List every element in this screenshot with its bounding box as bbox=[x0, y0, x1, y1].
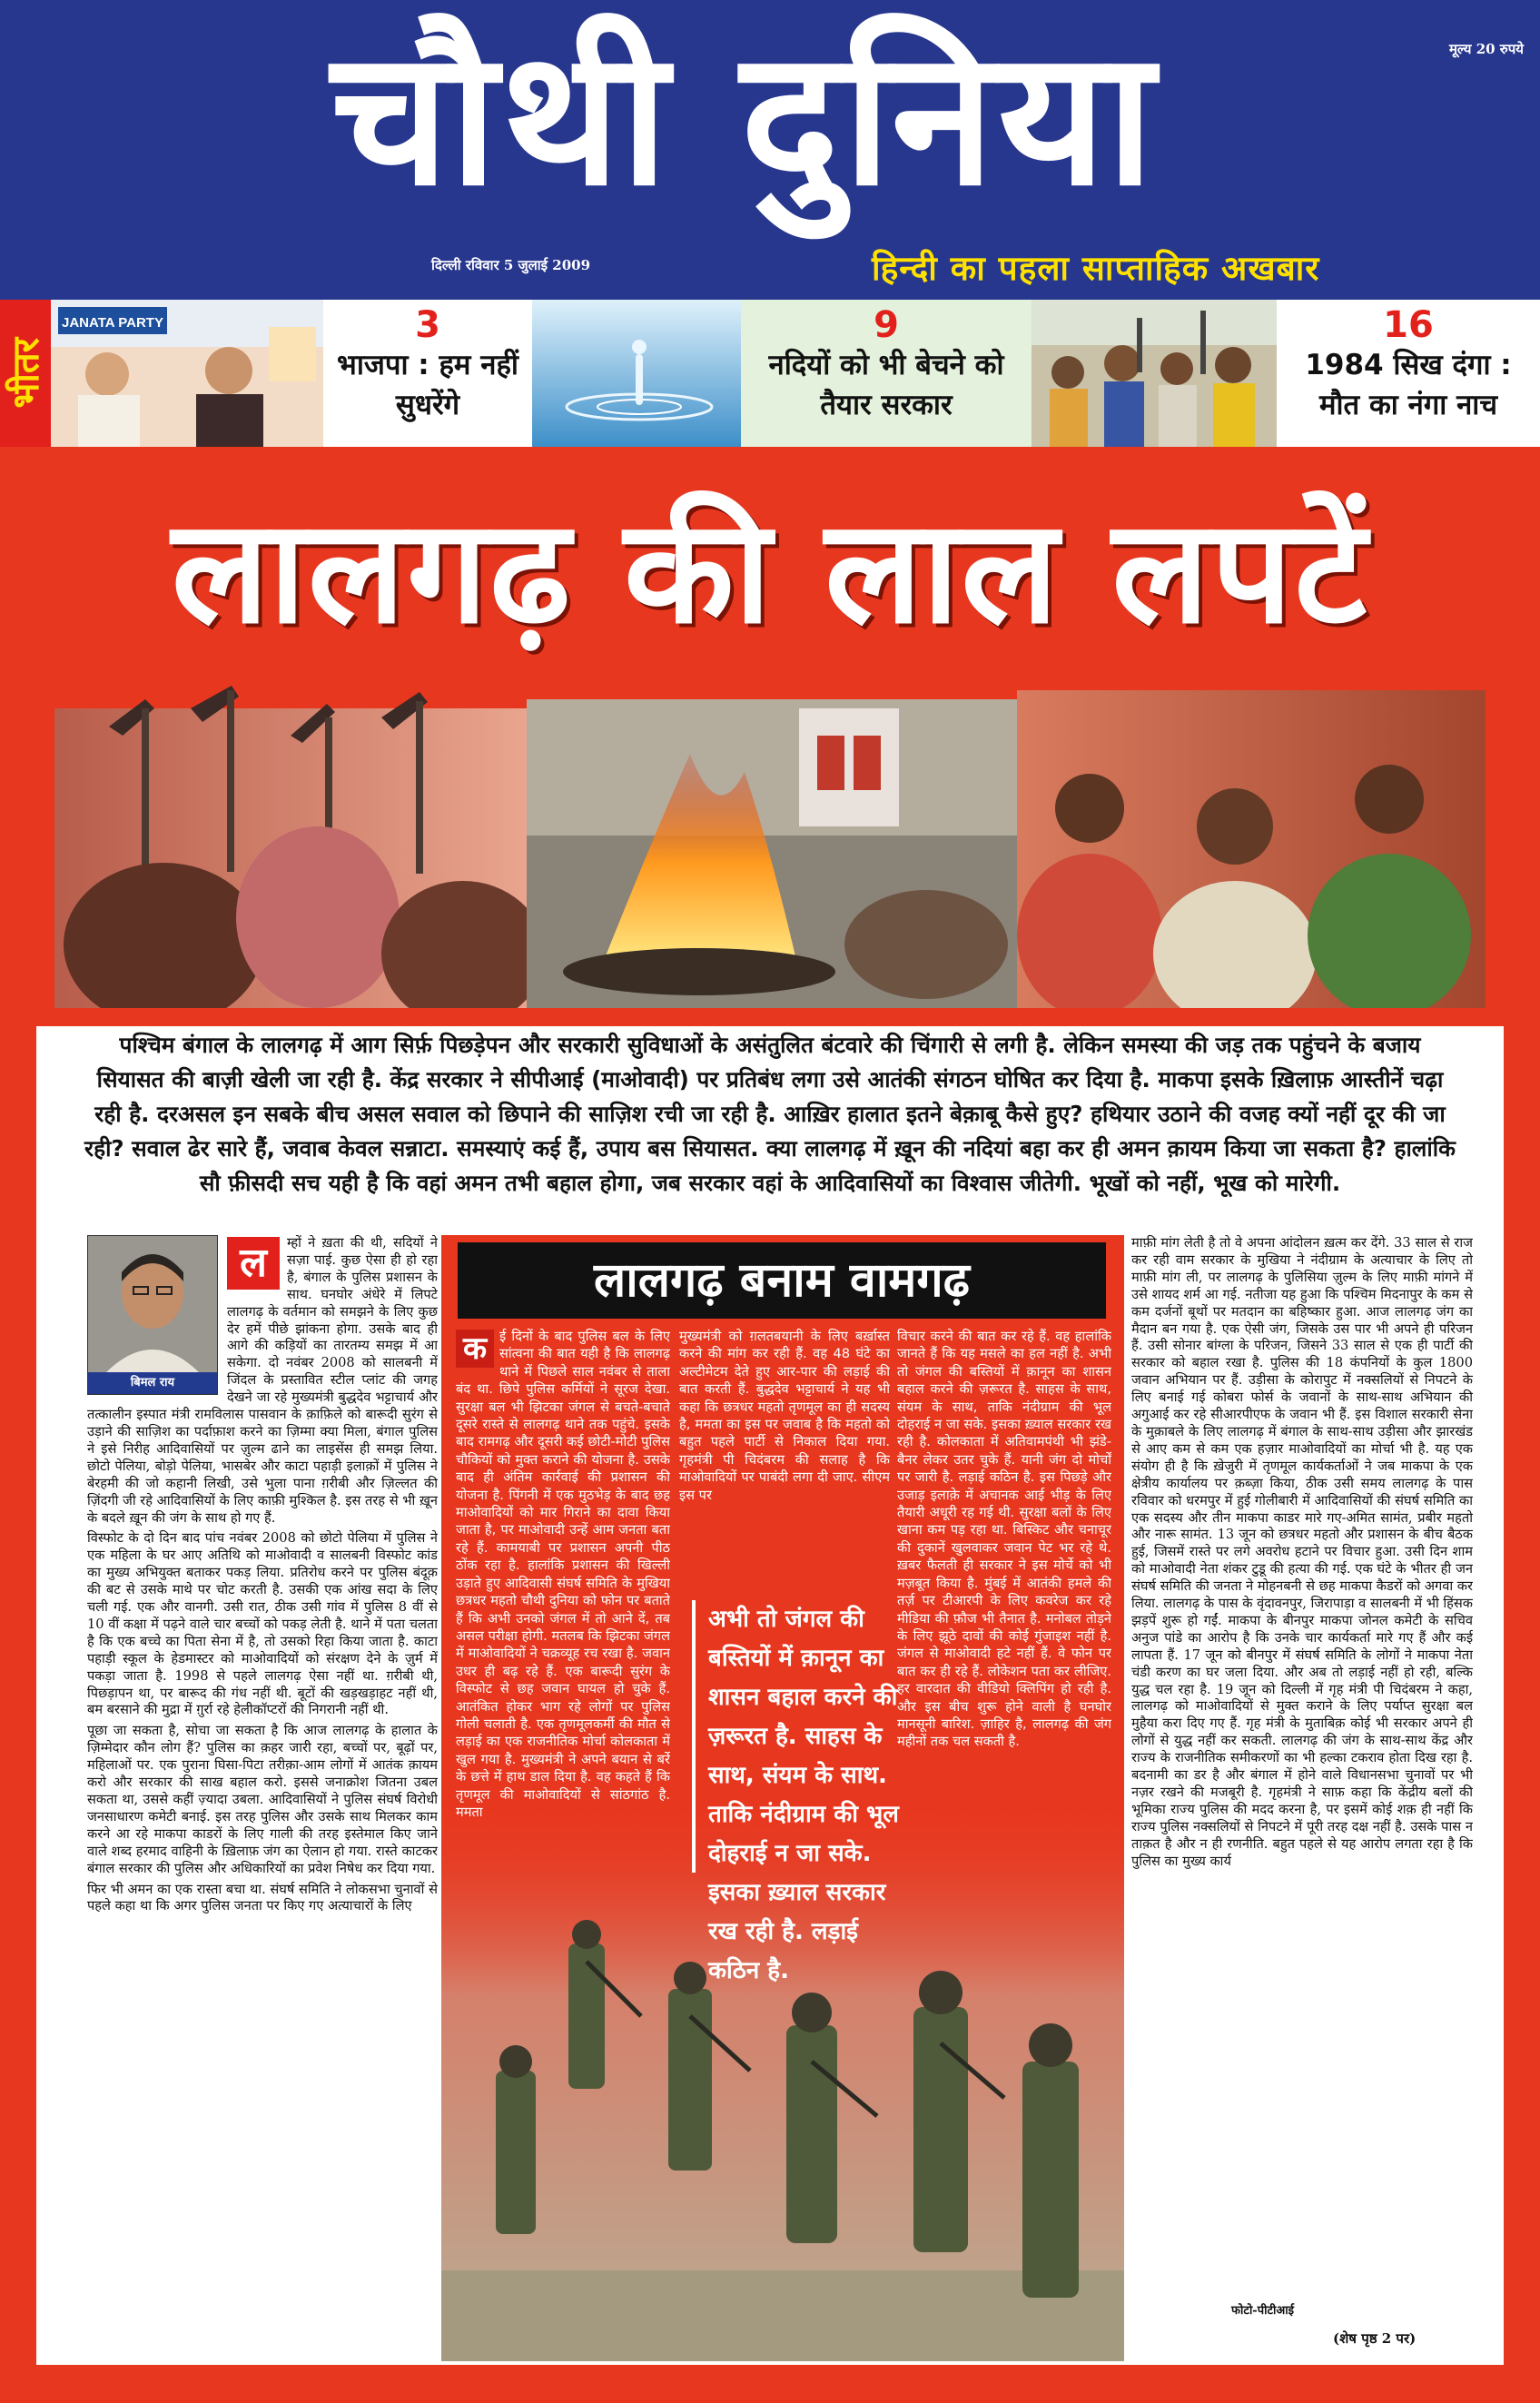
author-box bbox=[87, 1235, 218, 1395]
tagline: हिन्दी का पहला साप्ताहिक अखबार bbox=[872, 249, 1320, 288]
water-drop-photo bbox=[532, 300, 741, 447]
sidebar-column-1 bbox=[456, 1328, 670, 2100]
bjp-leaders-photo bbox=[51, 300, 323, 447]
issue-date: दिल्ली रविवार 5 जुलाई 2009 bbox=[431, 257, 591, 273]
left-article-column bbox=[87, 1235, 438, 2334]
teaser-page-number: 9 bbox=[874, 304, 899, 346]
sidebar-column-3 bbox=[897, 1328, 1111, 1909]
main-headline[interactable]: लालगढ़ की लाल लपटें bbox=[171, 489, 1369, 656]
teaser-text-box bbox=[741, 300, 1032, 447]
article-paragraph: पूछा जा सकता है, सोचा जा सकता है कि आज लालगढ़ के हालात के ज़िम्मेदार कौन लोग हैं? पुलिस का क़हर जारी रहा, बच्चों पर, बूढ़ों पर, महिलाओं पर. एक पुराना घिसा-पिटा तरीक़ा-आम लोगों में आतंक क़ायम करो और सरकार की साख बहाल करो. इससे जनाक्रोश जितना उबल सकता था, उससे कहीं ज़्यादा उबला. आदिवासियों ने पुलिस संघर्ष विरोधी जनसाधारण कमेटी बनाई. इस तरह पुलिस और उसके साथ मिलकर काम करने आ रहे माकपा काडरों के लिए गाली की तरह इस्तेमाल किए जाने वाले शब्द हरमाद वाहिनी के ख़िलाफ़ जंग का ऐलान हो गया. रास्ते काटकर बंगाल सरकार की पुलिस और अधिकारियों का प्रवेश निषेध कर दिया गया. bbox=[87, 1723, 438, 1876]
teaser-text-box bbox=[1277, 300, 1540, 447]
teaser-page-16[interactable] bbox=[1032, 300, 1540, 447]
banner-text: JANATA PARTY bbox=[62, 315, 163, 331]
sidebar-column-2 bbox=[679, 1328, 890, 1600]
article-paragraph: माफ़ी मांग लेती है तो वे अपना आंदोलन ख़त्म कर देंगे. 33 साल से राज कर रही वाम सरकार के मुखिया ने नंदीग्राम के अत्याचार के लिए तो माफ़ी मांग ली, पर लालगढ़ के पुलिसिया ज़ुल्म के लिए माफ़ी मांगने में उसे शायद शर्म आ गई. नतीजा यह हुआ कि पश्चिम मिदनापुर के कम से कम दर्जनों बूथों पर मतदान का बहिष्कार हुआ. आज लालगढ़ जंग का मैदान बन गया है. एक ऐसी जंग, जिसके उस पार भी अपने ही परिजन हैं. उसी सोनार बांग्ला के परिजन, जिसने 33 साल से एक ही पार्टी की सरकार को बहाल रखा है. पुलिस की 18 कंपनियों के कुल 1800 जवान अभियान पर हैं. उड़ीसा के कोरापुट में नक्सलियों से निपटने के लिए बनाई गई कोबरा फोर्स के जवानों के साथ-साथ अभियान की अगुआई कर रहे सीआरपीएफ के जवान भी हैं. इस विशाल सरकारी सेना के मुक़ाबले के लिए लालगढ़ में बंगाल के साथ-साथ उड़ीसा और झारखंड से आए कम से कम एक हज़ार माओवादियों का मोर्चा भी है. यह एक संयोग ही है कि ख़ेजुरी में तृणमूल कार्यकर्ताओं ने जब माकपा के एक क्षेत्रीय कार्यालय पर क़ब्ज़ा किया, ठीक उसी समय लालगढ़ के पास रविवार को धरमपुर में हुई गोलीबारी में आदिवासियों की संघर्ष समिति का एक सदस्य और तीन माकपा काडर मारे गए-अमित सामंत, प्रबीर महतो और नारू सामंत. 13 जून को छत्रधर महतो और प्रशासन के बीच बैठक हुई, जिसमें रास्ते पर लगे अवरोध हटाने पर विचार हुआ. उसी दिन शाम को माओवादी नेता शंकर टुडू की हत्या की गई. एक घंटे के भीतर ही जन संघर्ष समिति की जनता ने मोहनबनी से छह माकपा कैडरों को अगवा कर लिया. लालगढ़ के पास के वृंदावनपुर, जिरापाड़ा व सालबनी में भी हिंसक झड़पें शुरू हो गईं. माकपा के बीनपुर माकपा जोनल कमेटी के सचिव अनुज पांडे का आरोप है कि उनके चार कार्यकर्ता मारे गए हैं और कई लापता हैं. 17 जून को बीनपुर में संघर्ष समिति के लोगों ने माकपा नेता चंडी करण का घर जला दिया. और अब तो लड़ाई नहीं हो रही, बल्कि युद्ध चल रहा है. 19 जून को दिल्ली में गृह मंत्री पी चिदंबरम ने कहा, लालगढ़ को माओवादियों से मुक्त कराने के लिए पर्याप्त सुरक्षा बल मुहैया करा दिए गए हैं. गृह मंत्री के मुताबिक़ कोई भी सरकार अपने ही लोगों से युद्ध नहीं कर सकती. लालगढ़ की जंग के साथ-साथ केंद्र और राज्य के राजनीतिक समीकरणों का भी हल्का टकराव होता दिख रहा है. बदनामी का डर है और बंगाल में होने वाले विधानसभा चुनावों पर भी नज़र रखने की मजबूरी है. गृहमंत्री ने साफ़ कहा कि केंद्रीय बलों की भूमिका राज्य पुलिस की मदद करना है, पर इसमें कोई शक़ ही नहीं कि राज्य पुलिस नक्सलियों से निपटने में पूरी तरह दक्ष नहीं है. उसके पास न ताक़त है और न ही रणनीति. बहुत पहले से यह आरोप लगता रहा है कि पुलिस का मुख्य कार्य bbox=[1131, 1235, 1473, 1869]
masthead bbox=[0, 0, 1540, 300]
teaser-page-number: 3 bbox=[415, 304, 440, 346]
story-intro-deck: पश्चिम बंगाल के लालगढ़ में आग सिर्फ़ पिछड़ेपन और सरकारी सुविधाओं के असंतुलित बंटवारे की चिंगारी से लगी है. लेकिन समस्या की जड़ तक पहुंचने के बजाय सियासत की बाज़ी खेली जा रही है. केंद्र सरकार ने सीपीआई (माओवादी) पर प्रतिबंध लगा उसे आतंकी संगठन घोषित कर दिया है. माकपा इसके ख़िलाफ़ आस्तीनें चढ़ा रही है. दरअसल इन सबके बीच असल सवाल को छिपाने की साज़िश रची जा रही है. आख़िर हालात इतने बेक़ाबू कैसे हुए? हथियार उठाने की वजह क्यों नहीं दूर की जा रही? सवाल ढेर सारे हैं, जवाब केवल सन्नाटा. समस्याएं कई हैं, उपाय बस सियासत. क्या लालगढ़ में ख़ून की नदियां बहा कर ही अमन क़ायम किया जा सकता है? हालांकि सौ फ़ीसदी सच यही है कि वहां अमन तभी बहाल होगा, जब सरकार वहां के आदिवासियों का विश्वास जीतेगी. भूखों को नहीं, भूख को मारेगी. bbox=[84, 1032, 1456, 1196]
photo-credit: फोटो-पीटीआई bbox=[1231, 2304, 1295, 2318]
sidebar-text: मुख्यमंत्री को ग़लतबयानी के लिए बर्ख़ास्त करने की मांग कर रही हैं. वह 48 घंटे का अल्टीमेटम देते हुए आर-पार की लड़ाई की बात करती हैं. बुद्धदेव भट्टाचार्य ने यह भी कहा कि छत्रधर महतो तृणमूल का ही सदस्य है, ममता का इस पर जवाब है कि महतो को बहुत पहले पार्टी से निकाल दिया गया. गृहमंत्री पी चिदंबरम की सलाह है कि माओवादियों पर पाबंदी लगा दी जाए. सीएम इस पर bbox=[679, 1329, 890, 1503]
sidebar-text: विचार करने की बात कर रहे हैं. वह हालांकि जानते हैं कि यह मसले का हल नहीं है. अभी तो जंगल की बस्तियों में क़ानून का शासन बहाल करने की ज़रूरत है. साहस के साथ, संयम के साथ, ताकि नंदीग्राम की भूल दोहराई न जा सके. इसका ख़्याल सरकार रख रही है. कोलकाता में अतिवामपंथी भी झंडे-बैनर लेकर उतर चुके हैं. यानी जंग दो मोर्चों पर जारी है. लड़ाई कठिन है. इस पिछड़े और उजाड़ इलाक़े में अचानक आई भीड़ के लिए तैयारी अधूरी रह गई थी. सुरक्षा बलों के लिए खाना कम पड़ रहा था. बिस्किट और चनाचूर की दुकानें खुलवाकर जवान पेट भर रहे थे. ख़बर फैलती ही सरकार ने इस मोर्चे को भी मज़बूत किया है. मुंबई में आतंकी हमले की तर्ज़ पर टीआरपी के लिए कवरेज कर रहे मीडिया की फ़ौज भी तैनात है. मनोबल तोड़ने के लिए झूठे दावों की कोई गुंजाइश नहीं है. जंगल से माओवादी हटे नहीं हैं. वे फोन पर बात कर ही रहे हैं. लोकेशन पता कर लीजिए. हर वारदात की वीडियो क्लिपिंग हो रही है. और इस बीच शुरू होने वाली है घनघोर मानसूनी बारिश. ज़ाहिर है, लालगढ़ की जंग महीनों तक चल सकती है. bbox=[897, 1329, 1111, 1750]
price-label: मूल्य 20 रुपये bbox=[1448, 41, 1524, 57]
sidebar-headline[interactable]: लालगढ़ बनाम वामगढ़ bbox=[458, 1242, 1106, 1319]
author-photo bbox=[88, 1236, 217, 1372]
newspaper-logo[interactable]: चौथी दुनिया bbox=[331, 11, 1159, 227]
teaser-page-9[interactable] bbox=[741, 300, 1032, 447]
teaser-title: भाजपा : हम नहीं सुधरेंगे bbox=[337, 349, 518, 421]
inside-pages-strip bbox=[0, 300, 1540, 447]
inside-label bbox=[0, 300, 51, 447]
article-paragraph: फिर भी अमन का एक रास्ता बचा था. संघर्ष समिति ने लोकसभा चुनावों से पहले कहा था कि अगर पुलिस जनता पर किए गए अत्याचारों के लिए bbox=[87, 1881, 438, 1914]
sidebar-dropcap: क bbox=[456, 1330, 494, 1368]
teaser-page-number: 16 bbox=[1383, 304, 1434, 346]
author-name: बिमल राय bbox=[88, 1372, 217, 1394]
inside-label-text: भीतर bbox=[5, 338, 47, 409]
article-paragraph: म्हों ने ख़ता की थी, सदियों ने सज़ा पाई. कुछ ऐसा ही हो रहा है, बंगाल के पुलिस प्रशासन के साथ. घनघोर अंधेरे में लिपटे लालगढ़ के वर्तमान को समझने के लिए कुछ देर हमें पीछे झांकना होगा. उसके बाद ही आगे की कड़ियों का तारतम्य समझ में आ सकेगा. दो नवंबर 2008 को सालबनी में जिंदल के प्रस्तावित स्टील प्लांट की जगह देखने जा रहे मुख्यमंत्री बुद्धदेव भट्टाचार्य और तत्कालीन इस्पात मंत्री रामविलास पासवान के क़ाफ़िले को बारूदी सुरंग से उड़ाने की साज़िश का पर्दाफ़ाश करने का ज़िम्मा क्या मिला, बंगाल पुलिस ने इसे निरीह आदिवासियों पर ज़ुल्म ढाने का लाइसेंस ही समझ लिया. छोटो पेलिया, बोड़ो पेलिया, भासबेर और काटा पहाड़ी इलाक़ों में पुलिस ने बेरहमी की जो कहानी लिखी, उसे भुला पाना ग़रीबी और ज़िल्लत की ज़िंदगी जी रहे आदिवासियों के लिए काफ़ी मुश्किल है. इस तरह से भी ख़ून के बदले ख़ून की जंग के साथ हो गए हैं. bbox=[87, 1235, 438, 1526]
teaser-page-3[interactable] bbox=[51, 300, 741, 447]
teaser-text-box bbox=[323, 300, 532, 447]
lalgarh-fire-photo-collage bbox=[54, 672, 1486, 1008]
continued-on-page-link[interactable]: (शेष पृष्ठ 2 पर) bbox=[1333, 2330, 1417, 2347]
sidebar-text: ई दिनों के बाद पुलिस बल के लिए सांत्वना की बात यही है कि लालगढ़ थाने में पिछले साल नवंबर से ताला बंद था. छिपे पुलिस कर्मियों ने सूरज देखा. सुरक्षा बल भी झिटका जंगल से बचते-बचाते दूसरे रास्ते से लालगढ़ थाने तक पहुंचे. इसके बाद रामगढ़ और दूसरी कई छोटी-मोटी पुलिस चौकियों को मुक्त कराने की योजना है. उसके बाद ही अंतिम कार्रवाई की प्रशासन की योजना है. पिंगनी में एक मुठभेड़ के बाद छह माओवादियों को मार गिराने का दावा किया जाता है, पर माओवादी उन्हें आम जनता बता रहे हैं. कामयाबी पर प्रशासन अपनी पीठ ठोंक रहा है. हालांकि प्रशासन की खिल्ली उड़ाते हुए आदिवासी संघर्ष समिति के मुखिया छत्रधर महतो चौथी दुनिया को फोन पर बताते हैं कि अभी उनको जंगल में तो आने दें, तब असल परीक्षा होगी. मतलब कि झिटका जंगल में माओवादियों ने चक्रव्यूह रच रखा है. जवान उधर ही बढ़ रहे हैं. एक बारूदी सुरंग के विस्फोट से छह जवान घायल हो चुके हैं. आतंकित होकर भाग रहे लोगों पर पुलिस गोली चलाती है. एक तृणमूलकर्मी की मौत से लड़ाई का एक राजनीतिक मोर्चा कोलकाता में खुल गया है. मुख्यमंत्री ने अपने बयान से बर्रे के छत्ते में हाथ डाल दिया है. वह कहते हैं कि तृणमूल की माओवादियों से सांठगांठ है. ममता bbox=[456, 1329, 670, 1820]
right-article-column bbox=[1131, 1235, 1473, 2298]
teaser-title: 1984 सिख दंगा : मौत का नंगा नाच bbox=[1305, 349, 1512, 421]
dropcap: ल bbox=[227, 1237, 280, 1290]
pull-quote: अभी तो जंगल की बस्तियों में क़ानून का शासन बहाल करने की ज़रूरत है. साहस के साथ, संयम के साथ. ताकि नंदीग्राम की भूल दोहराई न जा सके. इसका ख़्याल सरकार रख रही है. लड़ाई कठिन है. bbox=[692, 1600, 910, 1873]
author-portrait bbox=[88, 1236, 217, 1372]
teaser-title: नदियों को भी बेचने को तैयार सरकार bbox=[768, 349, 1004, 421]
riot-protest-photo bbox=[1032, 300, 1277, 447]
article-paragraph: विस्फोट के दो दिन बाद पांच नवंबर 2008 को छोटो पेलिया में पुलिस ने एक महिला के घर आए अतिथि को माओवादी व सालबनी विस्फोट कांड का मुख्य अभियुक्त बताकर पकड़ लिया. प्रतिरोध करने पर पुलिस बंदूक़ की बट से उसके माथे पर चोट करती है. उसकी एक आंख सदा के लिए चली गई. एक और वानगी. उसी रात, ठीक उसी गांव में पुलिस 8 वीं से 10 वीं कक्षा में पढ़ने वाले चार बच्चों को पकड़ लेती है. थाने में पता चलता है कि एक बच्चे का पिता सेना में है, तो उसको रिहा किया जाता है. काटा पहाड़ी स्कूल के हेडमास्टर को माओवादियों को संरक्षण देने के ज़ुर्म में पकड़ा जाता है. 1998 से पहले लालगढ़ ऐसा नहीं था. ग़रीबी थी, पिछड़ापन था, पर बारूद की गंध नहीं थी. बूटों की खड़खड़ाहट नहीं थी, बम बरसाने की मुद्रा में ग़ुर्रा रहे हेलीकॉप्टरों की निगरानी नहीं थी. bbox=[87, 1530, 438, 1718]
